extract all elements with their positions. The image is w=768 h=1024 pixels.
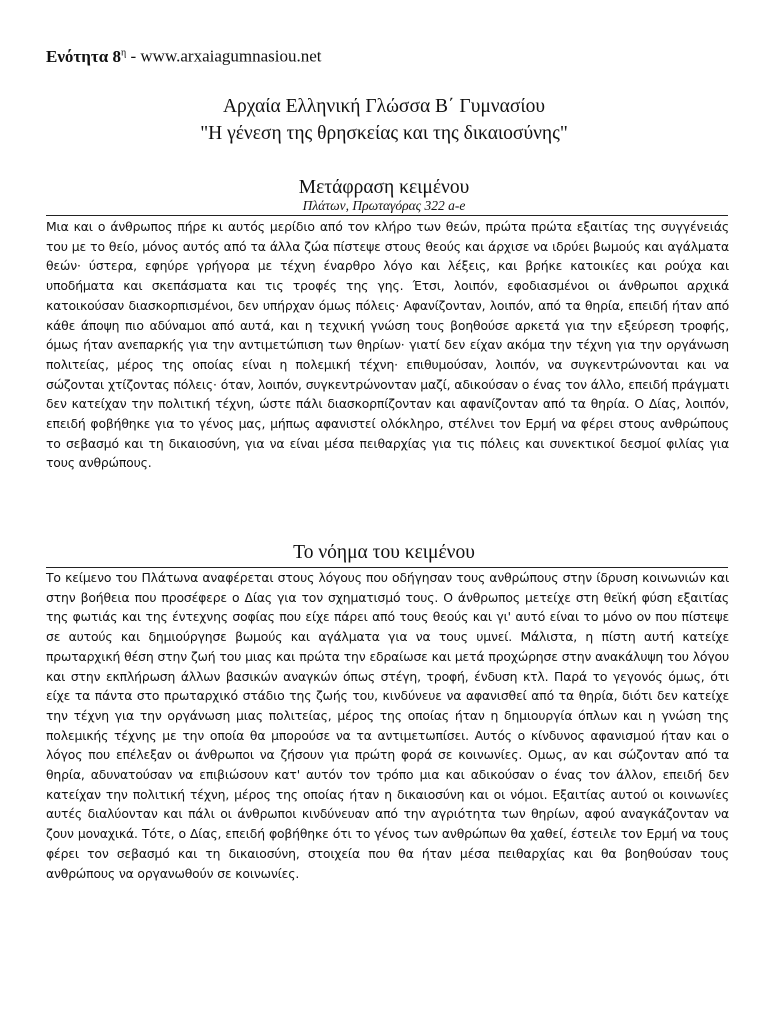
translation-divider bbox=[46, 215, 728, 216]
site-address: - www.arxaiagumnasiou.net bbox=[126, 46, 322, 66]
page-header bbox=[46, 42, 322, 68]
unit-superscript: η bbox=[121, 47, 127, 58]
unit-label: Ενότητα $8^\eta$ bbox=[46, 46, 127, 66]
title-line-1: Αρχαία Ελληνική Γλώσσα Β΄ Γυμνασίου bbox=[222, 96, 546, 117]
document-title bbox=[0, 93, 768, 147]
meaning-text: Το κείμενο του Πλάτωνα αναφέρεται στους λόγους που οδήγησαν τους ανθρώπους στην ίδρυση κοινωνιών και στην βοήθεια που προσέφερε ο Δίας για τον σχηματισμό τους. Ο άνθρωπος μετείχε στη θεϊκή φύση εξαιτίας της φωτιάς και της έντεχνης σοφίας που είχε πάρει από τους θεούς και γι' αυτό είναι το μόνο ον που πίστεψε σε αυτούς και δημιούργησε βωμούς και αγάλματα για να τους υμνεί. Μάλιστα, η πίστη αυτή κατείχε πρωταρχική θέση στην ζωή του μιας και πρώτα την εδραίωσε και μετά προχώρησε στην ανακάλυψη του λόγου και στην εκπλήρωση άλλων βασικών αναγκών όπως στέγη, τροφή, ένδυση κτλ. Παρά το γεγονός όμως, ότι είχε τα πάντα στο πρωταρχικό στάδιο της ζωής του, κινδύνευε να αφανισθεί από τα θηρία, διότι δεν κατείχε την τέχνη για την οργάνωση μιας πολιτείας, μέρος της οποίας ήταν η δημιουργία όπλων και η γνώση της πολεμικής τέχνης με την οποία θα μπορούσε να τα αντιμετωπίσει. Αυτός ο κίνδυνος αφανισμού ήταν και ο λόγος που επέλεξαν οι άνθρωποι να ζήσουν για πρώτη φορά σε κοινωνίες. Ομως, αν και σώζονταν από τα θηρία, αδυνατούσαν να επιβιώσουν κατ' αυτόν τον τρόπο μια και αδικούσαν ο ένας τον άλλον, επειδή δεν κατείχαν την πολιτική τέχνη, μέρος της οποίας ήταν η δικαιοσύνη και οι νόμοι. Εξαιτίας αυτού οι κοινωνίες αυτές διαλύονταν και πάλι οι άνθρωποι κινδύνευαν από την αγριότητα των θηρίων, αφού αναγκάζονταν να ζουν μοναχικά. Τότε, ο Δίας, επειδή φοβήθηκε ότι το γένος των ανθρώπων θα χαθεί, έστειλε τον Ερμή να τους φέρει τον σεβασμό και τη δικαιοσύνη, στοιχεία που θα ήταν μέσα πειθαρχίας και θα βοηθούσαν τους ανθρώπους να οργανωθούν σε κοινωνίες. bbox=[46, 570, 729, 881]
translation-text: Μια και ο άνθρωπος πήρε κι αυτός μερίδιο από τον κλήρο των θεών, πρώτα πρώτα εξαιτίας της συγγένειάς του με το θείο, μόνος αυτός από τα άλλα ζώα πίστεψε στους θεούς και άρχισε να ιδρύει βωμούς και αγάλματα θεών· ύστερα, εφηύρε γρήγορα με τέχνη έναρθρο λόγο και λέξεις, και βρήκε κατοικίες και ρούχα και υποδήματα και σκεπάσματα και τις τροφές της γης. Έτσι, λοιπόν, εφοδιασμένοι οι άνθρωποι αρχικά κατοικούσαν διασκορπισμένοι, δεν υπήρχαν όμως πόλεις· Αφανίζονταν, λοιπόν, από τα θηρία, επειδή ήταν από κάθε άποψη πιο αδύναμοι από αυτά, και η τεχνική γνώση τους βοηθούσε αρκετά για την εξεύρεση τροφής, όμως ήταν ανεπαρκής για την αντιμετώπιση των θηρίων· γιατί δεν είχαν ακόμα την τέχνη για την οργάνωση πολιτείας, μέρος της οποίας είναι η πολεμική τέχνη· επιθυμούσαν, λοιπόν, να συγκεντρώνονται και να σώζονται χτίζοντας πόλεις· όταν, λοιπόν, συγκεντρώνονταν μαζί, αδικούσαν ο ένας τον άλλο, επειδή πράγματι δεν κατείχαν την πολιτική τέχνη, ώστε πάλι διασκορπίζονταν και αφανίζονταν από τα θηρία. Ο Δίας, λοιπόν, επειδή φοβήθηκε για το γένος μας, μήπως αφανιστεί ολόκληρο, στέλνει τον Ερμή να φέρει στους ανθρώπους το σεβασμό και τη δικαιοσύνη, για να είναι μέσα πειθαρχίας για τις πόλεις και συνεκτικοί δεσμοί φιλίας για τους ανθρώπους. bbox=[46, 219, 729, 471]
title-line-2: "Η γένεση της θρησκείας και της δικαιοσύνης" bbox=[200, 123, 568, 144]
translation-source: Πλάτων, Πρωταγόρας 322 a-e bbox=[302, 198, 466, 213]
translation-heading: Μετάφραση κειμένου bbox=[298, 177, 470, 198]
meaning-heading: Το νόημα του κειμένου bbox=[293, 542, 475, 563]
